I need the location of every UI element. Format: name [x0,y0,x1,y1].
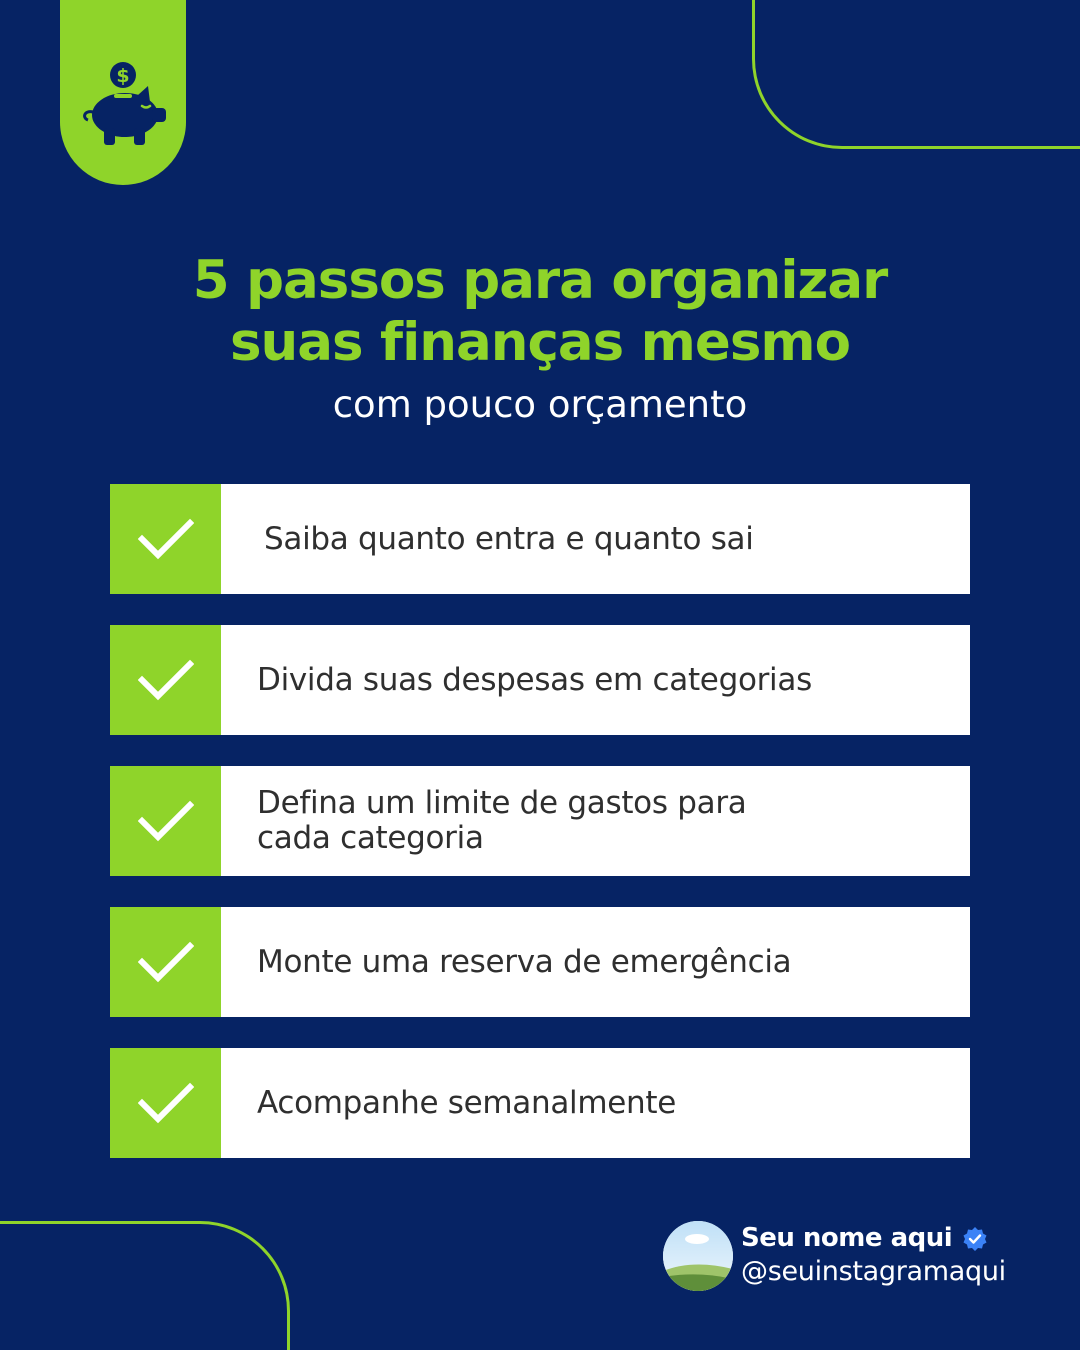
check-box [110,766,221,876]
piggy-bank-icon [78,60,170,150]
check-box [110,625,221,735]
check-box [110,907,221,1017]
check-icon [138,1081,194,1125]
decorative-corner-top-right [752,0,1080,149]
step-text: Divida suas despesas em categorias [257,661,812,698]
check-icon [138,799,194,843]
step-item [110,625,970,735]
page-title [0,250,1080,374]
check-box [110,1048,221,1158]
decorative-corner-bottom-left [0,1221,290,1350]
step-item [110,766,970,876]
verified-badge-icon [962,1226,988,1252]
check-icon [138,517,194,561]
step-text: Acompanhe semanalmente [257,1084,676,1121]
svg-text:$: $ [116,65,130,87]
profile-name[interactable]: Seu nome aqui [741,1223,953,1253]
profile-handle[interactable]: @seuinstagramaqui [741,1256,1006,1287]
step-text: Saiba quanto entra e quanto sai [264,520,754,557]
step-text: Monte uma reserva de emergência [257,943,792,980]
page-subtitle: com pouco orçamento [332,383,748,426]
step-item [110,1048,970,1158]
steps-list [110,484,970,1189]
avatar-image [663,1221,733,1291]
check-icon [138,658,194,702]
step-text: Defina um limite de gastos para cada categoria [257,785,747,856]
avatar[interactable] [663,1221,733,1291]
step-item [110,907,970,1017]
title-line-1: 5 passos para organizar [192,250,888,311]
step-item [110,484,970,594]
check-icon [138,940,194,984]
title-line-2: suas finanças mesmo [229,312,851,373]
check-box [110,484,221,594]
